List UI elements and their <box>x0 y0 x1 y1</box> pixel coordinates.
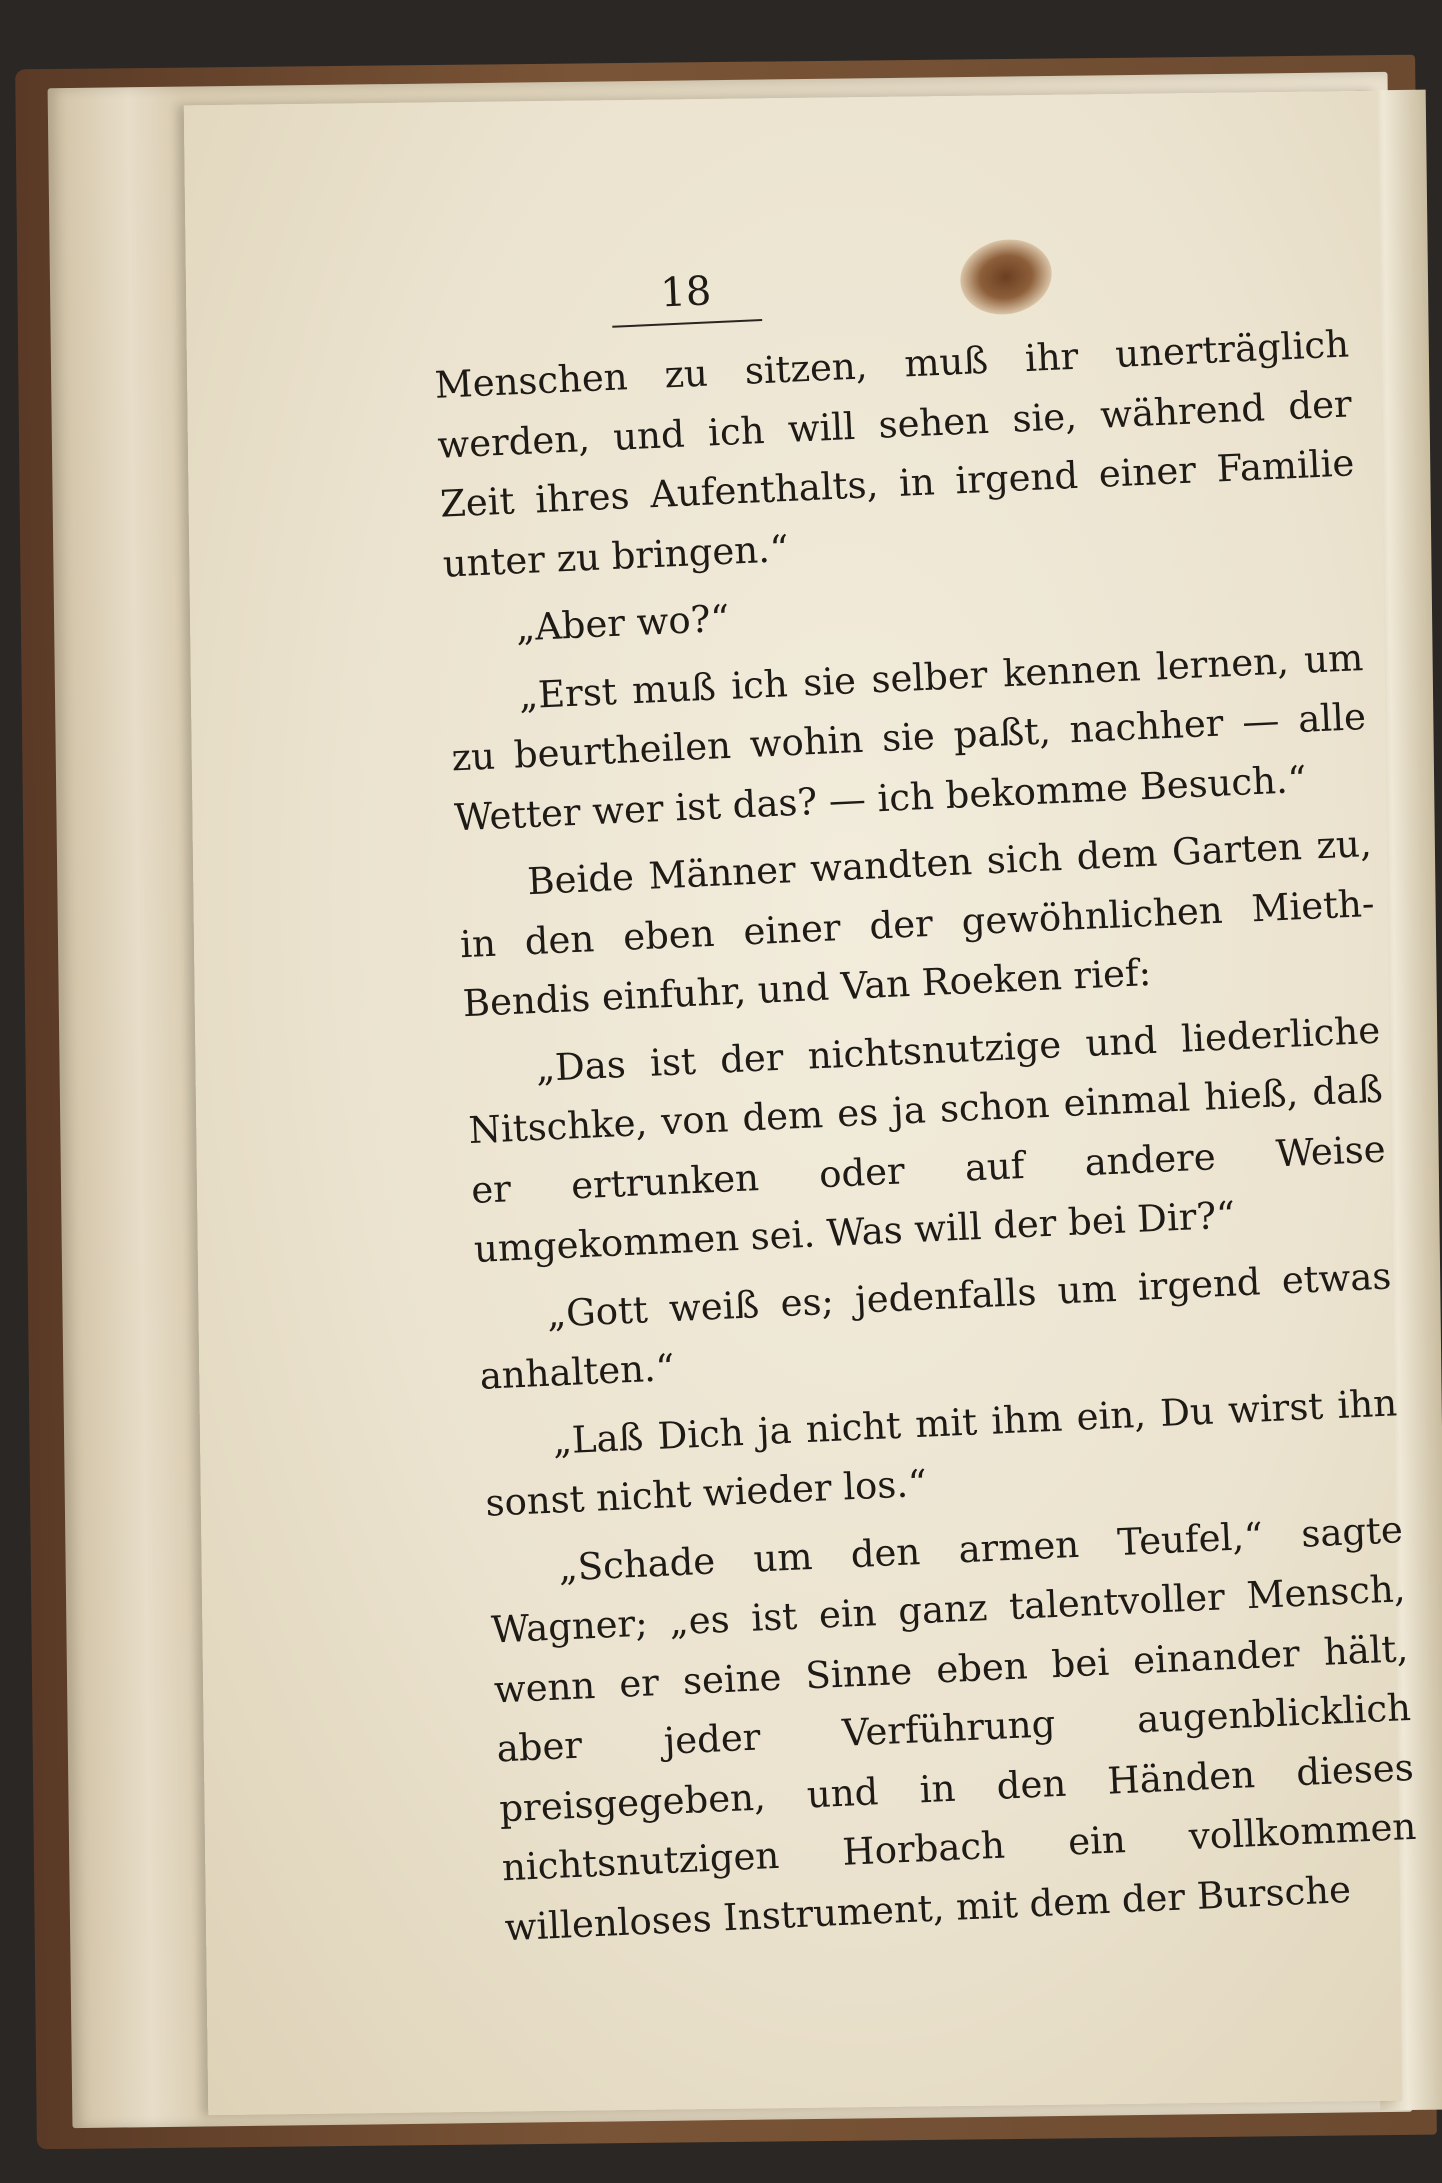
paragraph: „Erst muß ich sie selber kennen lernen, um zu beurtheilen wohin sie paßt, nachher — alle Wetter wer ist das? — ich bekomme Besuch.“ <box>450 635 1367 839</box>
paragraph: „Gott weiß es; jedenfalls um irgend etwas anhalten.“ <box>478 1253 1393 1398</box>
paragraph: „Schade um den armen Teufel,“ sagte Wagner; „es ist ein ganz talentvoller Mensch, wenn er seine Sinne eben bei einander hält, aber jeder Verführung augenblicklich preisgegeben, und in den Händen dieses nichtsnutzigen Horbach ein vollkommen willenloses Instrument, mit dem der Bursche <box>490 1507 1418 1949</box>
page-text-block <box>430 238 1420 1957</box>
paragraph: Menschen zu sitzen, muß ihr unerträglich werden, und ich will sehen sie, während der Zeit ihres Aufenthalts, in irgend einer Familie unter zu bringen.“ <box>433 322 1356 586</box>
page-number: 18 <box>610 265 762 328</box>
paragraph: „Laß Dich ja nicht mit ihm ein, Du wirst ihn sonst nicht wieder los.“ <box>484 1380 1398 1525</box>
paragraph: Beide Männer wandten sich dem Garten zu, in den eben einer der gewöhnlichen Mieth-Bendis einfuhr, und Van Roeken rief: <box>459 821 1376 1026</box>
paragraph: „Das ist der nichtsnutzige und liederliche Nitschke, von dem es ja schon einmal hieß, daß er ertrunken oder auf andere Weise umgekommen sei. Was will der bei Dir?“ <box>467 1008 1387 1271</box>
paragraph: „Aber wo?“ <box>514 596 731 650</box>
body-text <box>433 314 1420 1957</box>
